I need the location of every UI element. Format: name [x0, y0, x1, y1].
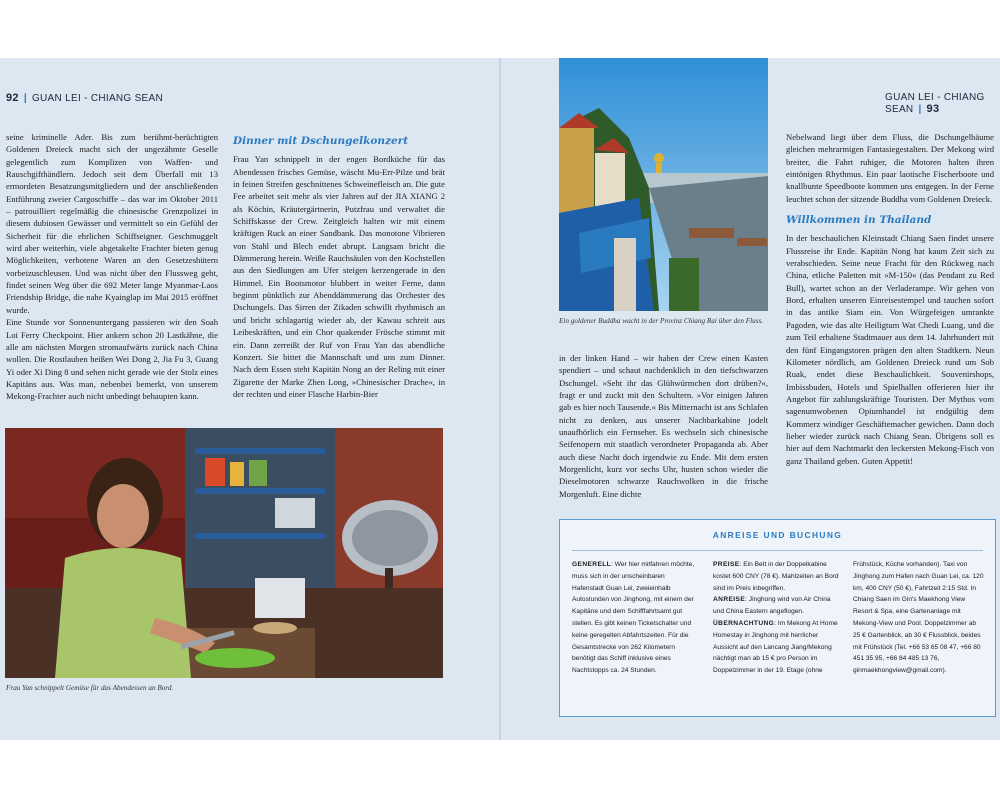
right-page-number: 93 — [926, 103, 940, 115]
info-text: Frühstück, Küche vorhanden). Taxi von Jinghong zum Hafen nach Guan Lei, ca. 120 km, 400 CNY (50 €), Fahrtzeit 2:15 Std. In Chiang Saen im Gin's Maekhong View Resort & Spa, eine Gartenanlage mit Mekong-View und Pool. Doppelzimmer ab 25 € Gartenblick, ab 30 € Flussblick, beides mit Frühstück (Tel. +66 53 65 08 47, +66 80 451 35 95, +66 84 485 13 76, ginmaekhongview@gmail.com). — [853, 561, 984, 675]
left-page-number: 92 — [6, 92, 19, 104]
info-text: : Wer hier mitfahren möchte, muss sich in der unscheinbaren Hafenstadt Guan Lei, zweieinhalb Autostunden von Jinghong, mit einem der Kapitäne und dem Schifffahrtsamt gut stellen. Es gibt keinen Ticketschalter und keine geregelten Abfahrtszeiten. Für die Gesamtstrecke von 262 Kilometern benötigt das Schiff inklusive eines Nachtstopps ca. 24 Stunden. — [572, 561, 695, 675]
left-photo-caption: Frau Yan schnippelt Gemüse für das Abendessen an Bord. — [6, 684, 174, 692]
info-label-generell: GENERELL — [572, 561, 612, 568]
section-heading-dinner: Dinner mit Dschungelkonzert — [233, 135, 409, 147]
section-heading-thailand: Willkommen in Thailand — [786, 214, 932, 227]
body-paragraph: Nebelwand liegt über dem Fluss, die Dschungelbäume gleichen mehrarmigen Fantasiegestalten. Der Mekong wird breiter, die Fahrt ruhiger, die Motoren halten ihren eintönigen Rhythmus. Ein paar laotische Fischerboote und knallbunte Speedboote kommen uns entgegen. In der Ferne leuchtet schon der sitzende Buddha vom Goldenen Dreieck. — [786, 132, 994, 204]
info-text: : Jinghong wird von Air China und China Eastern angeflogen. — [713, 596, 831, 616]
left-running-head — [6, 92, 163, 104]
info-column-accommodation — [853, 559, 985, 677]
body-paragraph: In der beschaulichen Kleinstadt Chiang Saen findet unsere Flussreise ihr Ende. Kapitän Nong hat kaum Zeit sich zu verabschieden. Seine neue Fracht für den Rückweg nach China, etliche Paletten mit »M-150« (das Pendant zu Red Bull), wartet schon an der Verladerampe. Wir gehen von Bord, erhalten unseren Einreisestempel und tauchen sofort in das antike Siam ein. Von Würgefeigen umrankte Pagoden, wie das alte Heiligtum Wat Chedi Luang, und die zum Teil erhaltene Stadtmauer aus dem 14. Jahrhundert mit den fünf Eingangstoren prägen den alten Stadtkern. Neun Kilometer nördlich, am Goldenen Dreieck rund um Sob Ruak, endet diese Beschaulichkeit. Souvenirshops, Imbissbuden, Hotels und Spielhallen offerieren hier ihr Angebot für zahlungskräftige Touristen. Der Mythos vom sagenumwobenen Opiumhandel ist endgültig dem Kommerz windiger Geschäftemacher gewichen. Dann doch lieber wieder zurück nach Chiang Sean. Übrigens soll es hier auf dem Nachtmarkt den leckersten Mekong-Fisch von ganz Thailand geben. Guten Appetit! — [786, 233, 994, 466]
header-divider: | — [918, 104, 922, 115]
body-paragraph: Frau Yan schnippelt in der engen Bordküche für das Abendessen frisches Gemüse, wäscht Mu-Err-Pilze und brät in feinen Streifen geschnittenes Schweinefleisch an. Die gute Fee arbeitet seit mehr als vier Jahren auf der JIA XIANG 2 als Köchin, Kräutergärtnerin, Putzfrau und verwaltet die Schiffskasse der Crew. Zeitgleich halten wir mit einem kräftigen Ruck an einer Sandbank. Das monotone Vibrieren von Stahl und Blech endet abrupt. Langsam bricht die Dämmerung herein. Weiße Rauchsäulen von den Kochstellen aus den Siedlungen am Ufer steigen kerzengerade in den Himmel. Ein Bootsmotor blubbert in weiter Ferne, dann beginnt pünktlich zur Abenddämmerung das Orchester des Dschungels. Das Sirren der Zikaden schwillt rhythmisch an und bricht schlagartig wieder ab, der Kawau schreit aus Leibeskräften, und ein Chor quakender Frösche stimmt mit ein. Dann zerreißt der Ruf von Frau Yan das abendliche Konzert. Sie bittet die Mannschaft und uns zum Dinner. Nach dem Essen steht Kapitän Nong an der Reling mit einer Zigarette der Marke Zhen Long, »Chinesischer Drache«, in der rechten und einer Flasche Harbin-Bier — [233, 154, 445, 399]
info-label-preise: PREISE — [713, 561, 740, 568]
photo-golden-buddha-river — [559, 58, 768, 311]
right-photo-caption: Ein goldener Buddha wacht in der Provinz Chiang Rai über den Fluss. — [559, 317, 764, 325]
left-running-title: GUAN LEI - CHIANG SEAN — [31, 93, 164, 104]
info-text: : Ein Bett in der Doppelkabine kostet 600 CNY (78 €). Mahlzeiten an Bord sind im Preis inbegriffen. — [713, 561, 839, 592]
travel-info-box — [559, 519, 996, 717]
info-column-prices — [713, 559, 839, 677]
left-column-1 — [6, 131, 218, 403]
photo-cook-chopping — [5, 428, 443, 678]
body-paragraph: in der linken Hand – wir haben der Crew einen Kasten spendiert – und schaut nachdenklich in den tiefschwarzen Dschungel. »Seht ihr das Glühwürmchen dort drüben?«, fragt er und zuckt mit den Schultern. »Vor einigen Jahren gab es hier noch Tausende.« Bis Mitternacht ist ans Schlafen nicht zu denken, aus unserer Nachbarkabine jodelt unaufhörlich ein Fernseher. Es wechseln sich chinesische Seifenopern mit staatlich verordneter Propaganda ab. Aber auch diese Nacht doch irgendwie zu Ende. Mit dem ersten Morgenlicht, kurz vor sechs Uhr, husten schon wieder die Dieselmotoren schwarze Rauchwolken in die frische Morgenluft. Eine dichte — [559, 353, 768, 499]
info-text: : Im Mekong At Home Homestay in Jinghong mit herrlicher Aussicht auf den Lancang Jiang/Mekong nächtigt man ab 15 € pro Person im Doppelzimmer in der 19. Etage (ohne — [713, 619, 838, 675]
body-paragraph: Eine Stunde vor Sonnenuntergang passieren wir den Soah Loi Ferry Checkpoint. Hier ankern schon 20 Lastkähne, die alle am nächsten Morgen stromaufwärts zurück nach China wollen. Die Rostlauben heißen Wei Dong 2, Jia Fu 3, Guang Yi oder Xi Ding 8 und sehen nicht gerade wie der Stolz eines Kapitäns aus. Was man, nebenbei bemerkt, von unserem Mekong-Frachter auch nicht unbedingt behaupten kann. — [6, 317, 218, 402]
right-running-head — [885, 92, 1000, 115]
river-photo-illustration — [559, 58, 768, 311]
info-label-anreise: ANREISE — [713, 596, 746, 604]
body-paragraph: seine kriminelle Ader. Bis zum berühmt-berüchtigten Goldenen Dreieck macht sich der ungezähmte Geselle gelegentlich zum Komplizen von Waffen- und Rauschgifthändlern. Jedoch seit dem Überfall mit 13 ermordeten Besatzungsmitgliedern und der anschließenden Entführung zweier Cargoschiffe – das war im Oktober 2011 – patrouilliert regelmäßig die chinesische Grenzpolizei in diesem dubiosen Gewässer und vermittelt so ein Gefühl der Sicherheit für die ehrlichen Schiffseigner. Geschmuggelt wird aber weiterhin, viele abgetakelte Frachter bieten genug Möglichkeiten, verbotene Waren an den Gesetzeshütern vorbeizuschleusen. Und was nicht über den Flussweg geht, findet seinen Weg über die 692 Meter lange Myanmar-Laos Friendship Bridge, die nahe Kyainglap im Mai 2015 eröffnet wurde. — [6, 132, 218, 315]
right-column-1 — [559, 352, 768, 500]
info-box-divider — [572, 550, 983, 551]
info-box-title: ANREISE UND BUCHUNG — [712, 530, 843, 540]
info-column-general — [572, 559, 698, 677]
left-column-2 — [233, 135, 445, 400]
header-divider: | — [23, 93, 27, 104]
page-gutter — [499, 58, 501, 740]
right-column-2 — [786, 131, 994, 467]
info-label-uebernachtung: ÜBERNACHTUNG — [713, 619, 775, 627]
right-running-title: GUAN LEI - CHIANG SEAN — [885, 92, 985, 115]
cook-photo-illustration — [5, 428, 443, 678]
